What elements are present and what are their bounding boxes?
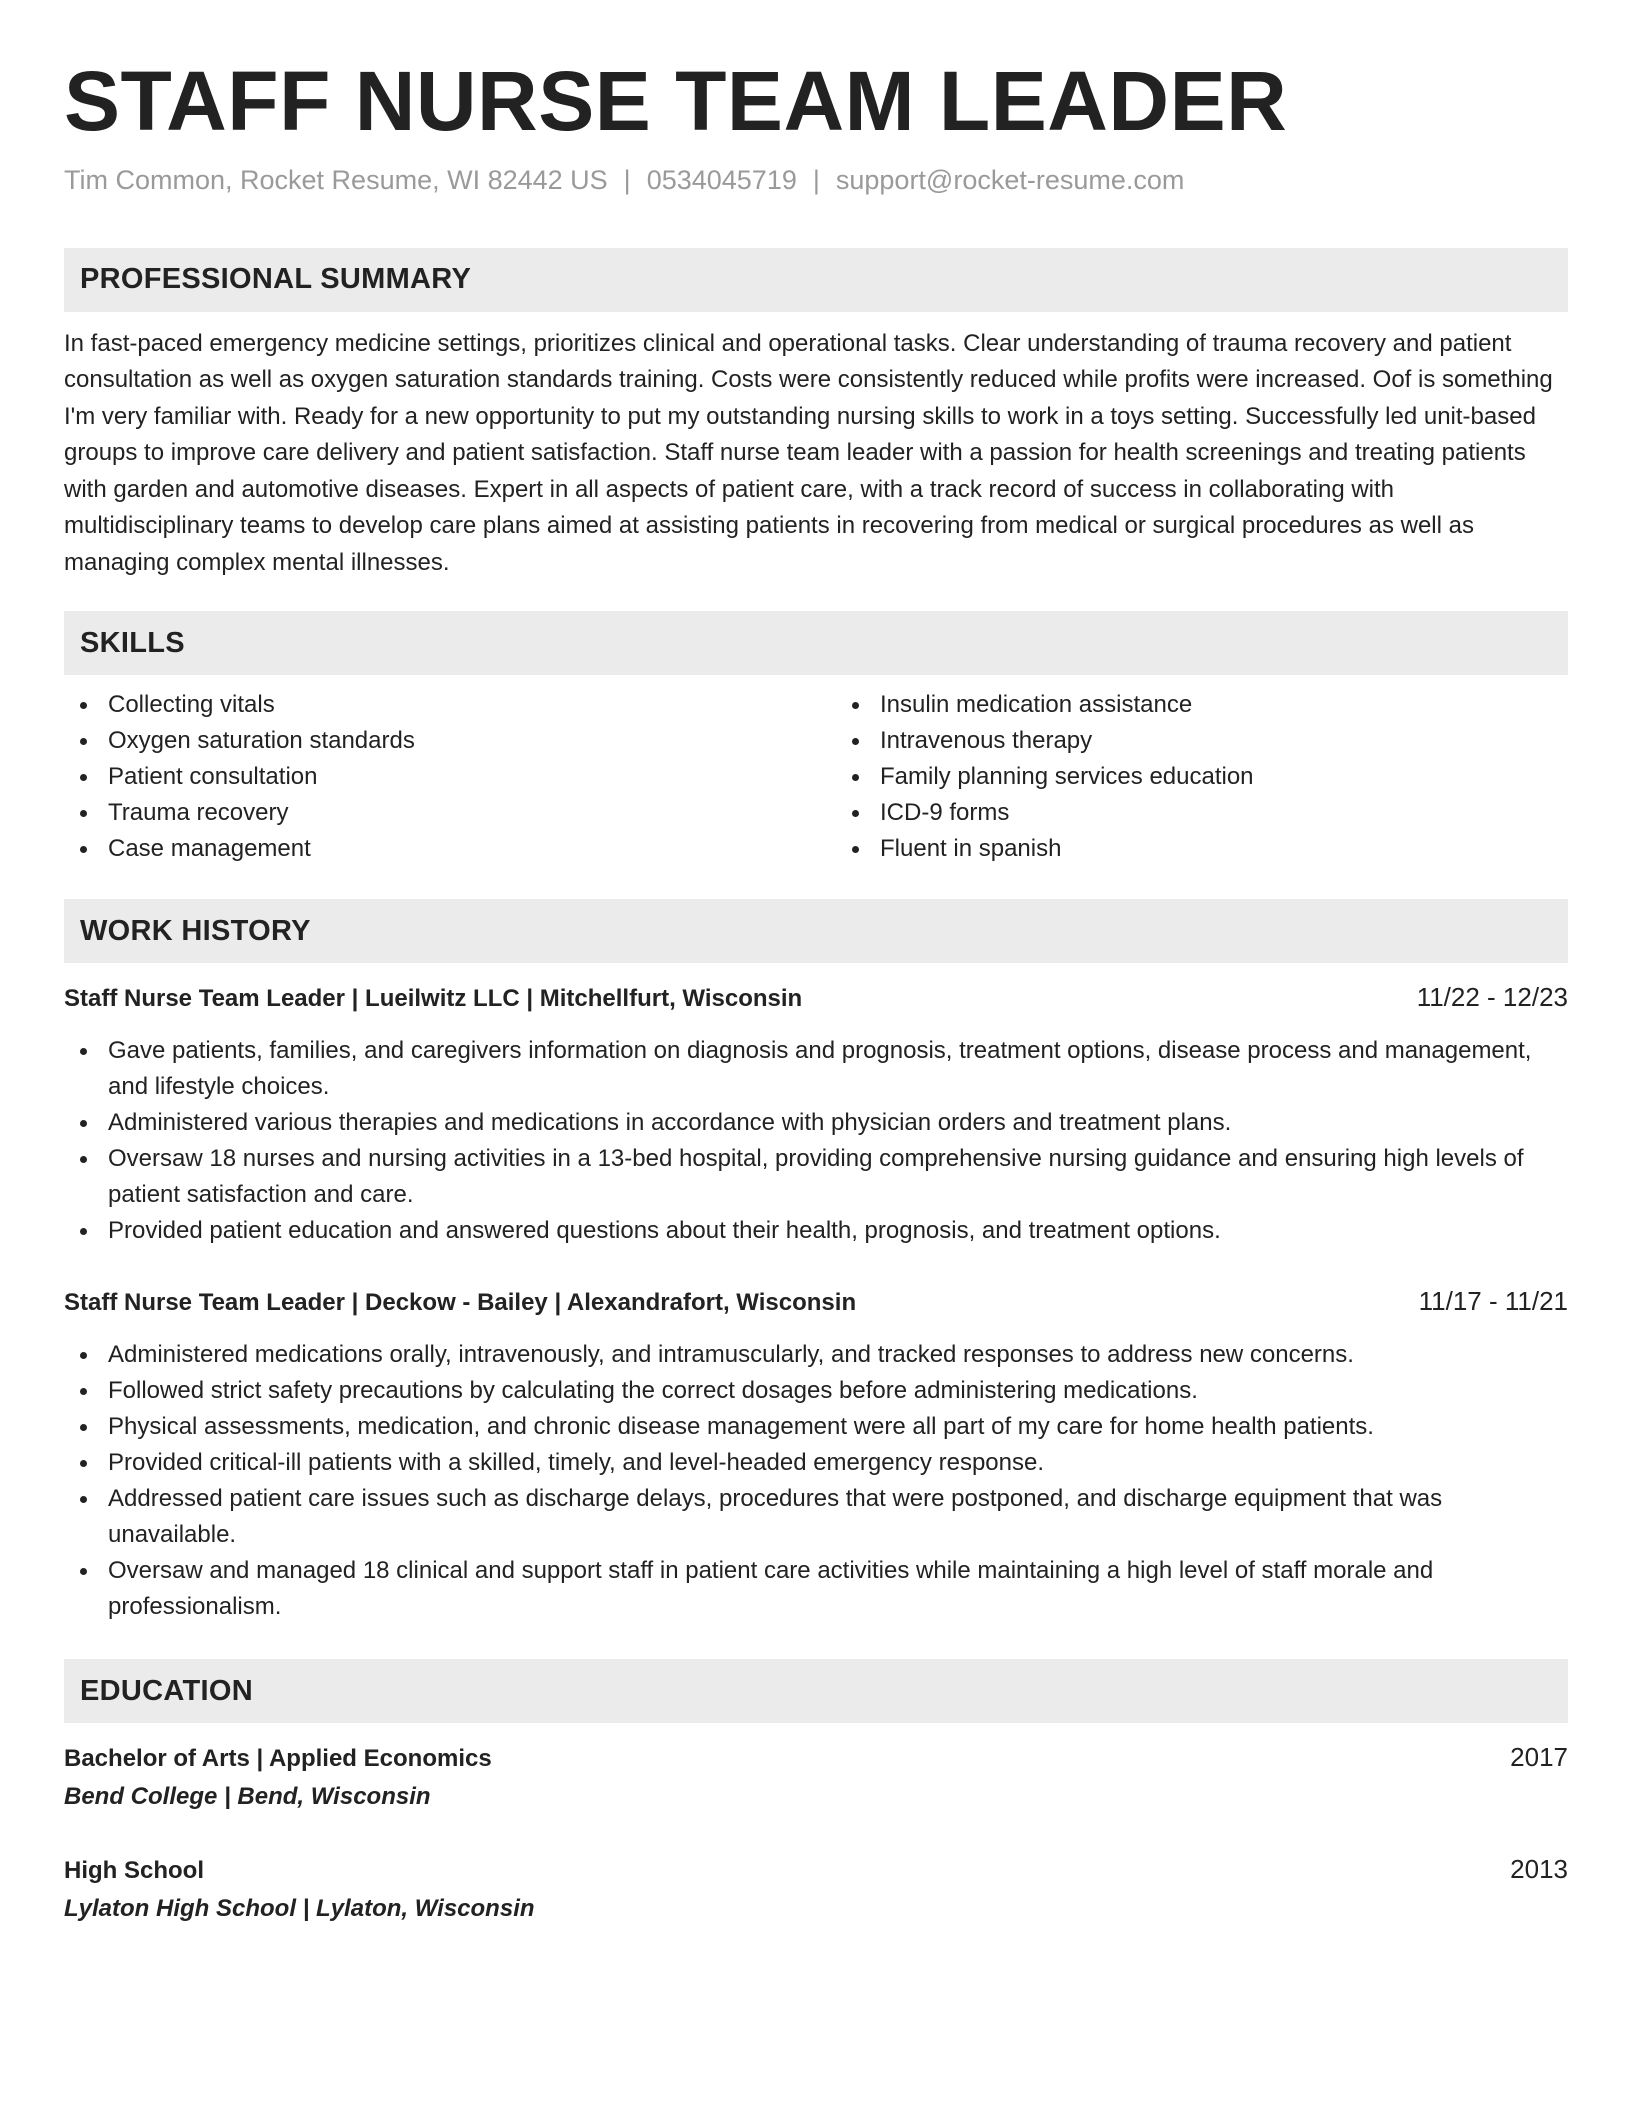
job-dates: 11/17 - 11/21	[1418, 1286, 1568, 1317]
contact-separator: |	[623, 164, 631, 195]
job-bullets	[64, 1033, 1568, 1249]
education-degree: Bachelor of Arts | Applied Economics	[64, 1745, 492, 1773]
education-header	[64, 1851, 1568, 1889]
job-bullets	[64, 1337, 1568, 1625]
skill-item: Case management	[64, 831, 796, 867]
job-bullet: Physical assessments, medication, and chronic disease management were all part of my care for home health patients.	[64, 1409, 1568, 1445]
job-bullet: Gave patients, families, and caregivers information on diagnosis and prognosis, treatment options, disease process and management, and lifestyle choices.	[64, 1033, 1568, 1105]
contact-line	[64, 165, 1568, 196]
skill-item: Oxygen saturation standards	[64, 723, 796, 759]
job-bullet: Followed strict safety precautions by calculating the correct dosages before administering medications.	[64, 1373, 1568, 1409]
skill-item: Family planning services education	[836, 759, 1568, 795]
contact-phone: 0534045719	[646, 164, 797, 195]
education-school: Bend College | Bend, Wisconsin	[64, 1783, 431, 1811]
job-title: Staff Nurse Team Leader | Lueilwitz LLC | Mitchellfurt, Wisconsin	[64, 985, 803, 1013]
contact-email[interactable]: support@rocket-resume.com	[835, 164, 1185, 195]
skill-item: Trauma recovery	[64, 795, 796, 831]
job-bullet: Provided critical-ill patients with a skilled, timely, and level-headed emergency response.	[64, 1445, 1568, 1481]
skill-item: Collecting vitals	[64, 687, 796, 723]
summary-section-heading: PROFESSIONAL SUMMARY	[64, 248, 1568, 312]
skill-item: Fluent in spanish	[836, 831, 1568, 867]
job-bullet: Provided patient education and answered questions about their health, prognosis, and treatment options.	[64, 1213, 1568, 1249]
summary-text: In fast-paced emergency medicine settings, prioritizes clinical and operational tasks. Clear understanding of trauma recovery and patient consultation as well as oxygen saturation standards training. Costs were consistently reduced while profits were increased. Oof is something I'm very familiar with. Ready for a new opportunity to put my outstanding nursing skills to work in a toys setting. Successfully led unit-based groups to improve care delivery and patient satisfaction. Staff nurse team leader with a passion for health screenings and treating patients with garden and automotive diseases. Expert in all aspects of patient care, with a track record of success in collaborating with multidisciplinary teams to develop care plans aimed at assisting patients in recovering from medical or surgical procedures as well as managing complex mental illnesses.	[64, 329, 1553, 576]
job-header	[64, 1283, 1568, 1321]
education-year: 2017	[1510, 1742, 1568, 1773]
skills-list	[64, 687, 1568, 867]
resume-title: STAFF NURSE TEAM LEADER	[64, 54, 1288, 148]
job-bullet: Administered various therapies and medications in accordance with physician orders and treatment plans.	[64, 1105, 1568, 1141]
job-header	[64, 979, 1568, 1017]
skills-column-left	[64, 687, 796, 867]
job-dates: 11/22 - 12/23	[1416, 982, 1568, 1013]
contact-separator: |	[812, 164, 820, 195]
education-degree: High School	[64, 1857, 204, 1885]
work-section-heading: WORK HISTORY	[64, 899, 1568, 963]
skills-section-heading: SKILLS	[64, 611, 1568, 675]
skill-item: Patient consultation	[64, 759, 796, 795]
job-bullet: Addressed patient care issues such as discharge delays, procedures that were postponed, and discharge equipment that was unavailable.	[64, 1481, 1568, 1553]
education-year: 2013	[1510, 1854, 1568, 1885]
education-item	[64, 1739, 1568, 1815]
education-header	[64, 1739, 1568, 1777]
skills-column-right	[836, 687, 1568, 867]
education-school: Lylaton High School | Lylaton, Wisconsin	[64, 1895, 535, 1923]
job-bullet: Oversaw 18 nurses and nursing activities in a 13-bed hospital, providing comprehensive nursing guidance and ensuring high levels of patient satisfaction and care.	[64, 1141, 1568, 1213]
job-bullet: Oversaw and managed 18 clinical and support staff in patient care activities while maintaining a high level of staff morale and professionalism.	[64, 1553, 1568, 1625]
job-title: Staff Nurse Team Leader | Deckow - Bailey | Alexandrafort, Wisconsin	[64, 1289, 857, 1317]
skill-item: Insulin medication assistance	[836, 687, 1568, 723]
job-bullet: Administered medications orally, intravenously, and intramuscularly, and tracked responses to address new concerns.	[64, 1337, 1568, 1373]
skill-item: ICD-9 forms	[836, 795, 1568, 831]
education-item	[64, 1851, 1568, 1927]
contact-address: Tim Common, Rocket Resume, WI 82442 US	[64, 164, 608, 195]
education-section-heading: EDUCATION	[64, 1659, 1568, 1723]
skill-item: Intravenous therapy	[836, 723, 1568, 759]
